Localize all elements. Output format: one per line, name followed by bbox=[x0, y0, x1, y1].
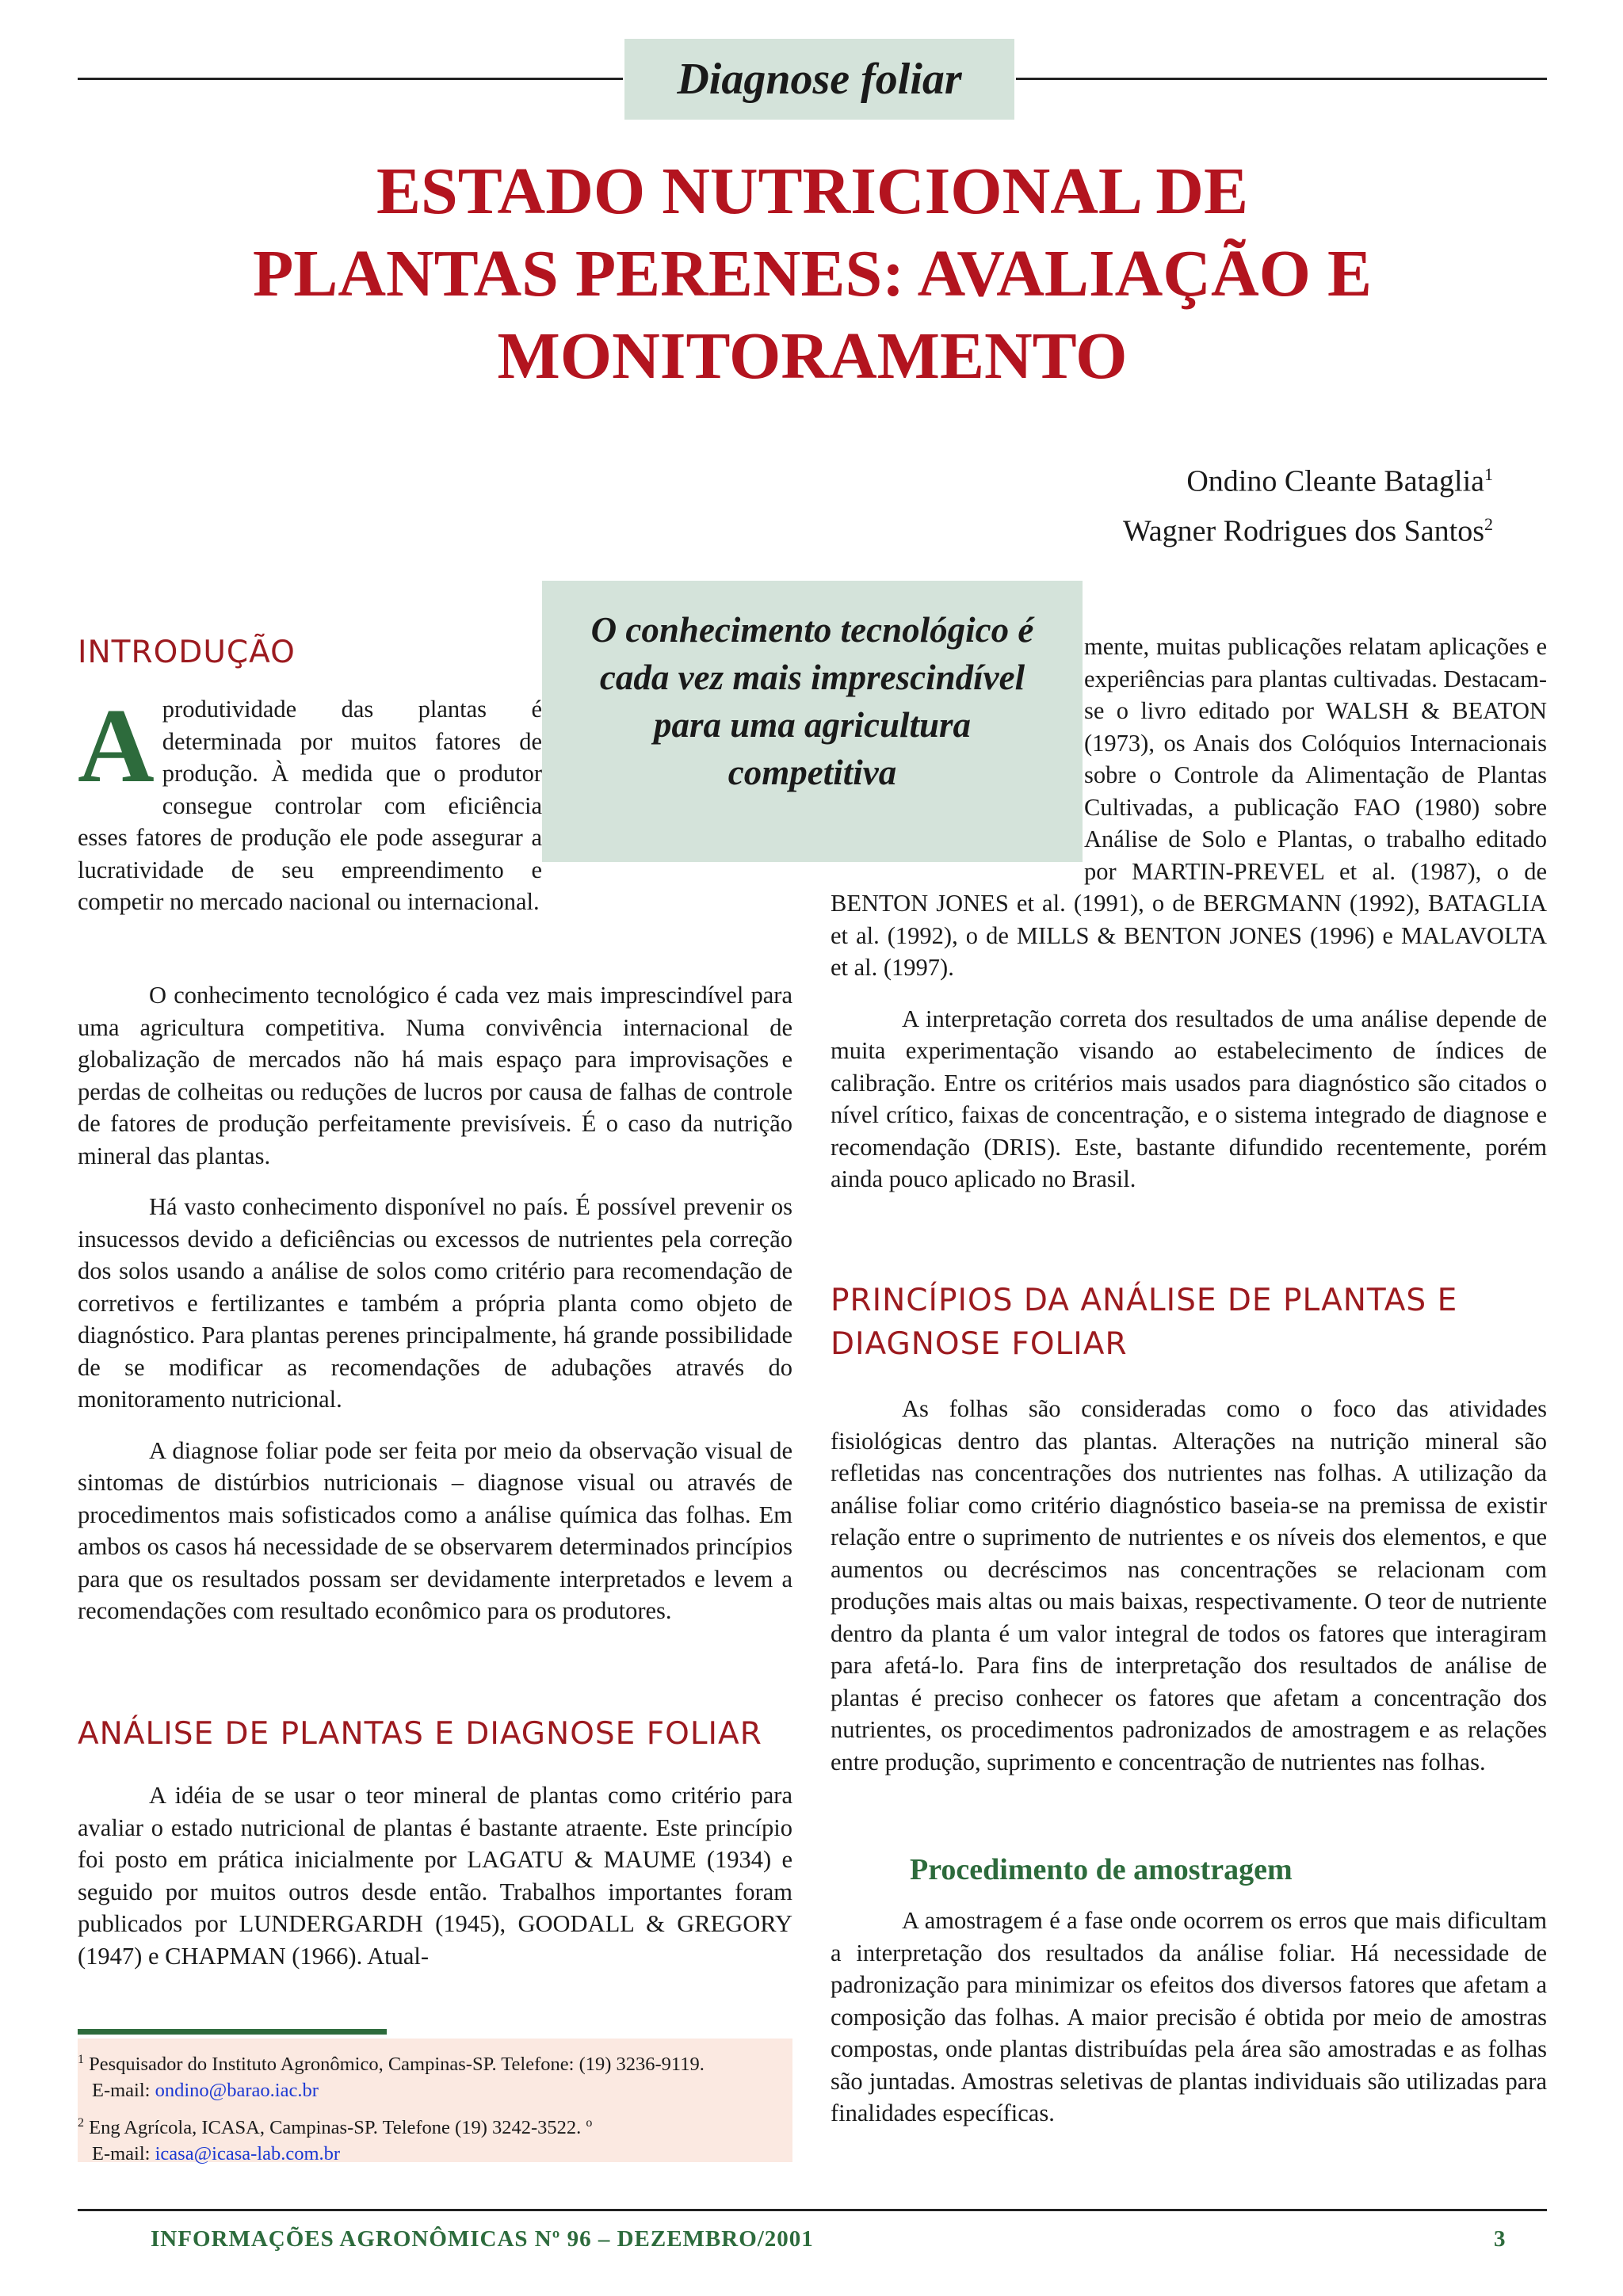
title-line-3: MONITORAMENTO bbox=[497, 319, 1128, 393]
title-line-1: ESTADO NUTRICIONAL DE bbox=[376, 154, 1248, 228]
page-number: 3 bbox=[1494, 2226, 1506, 2252]
footer-rule bbox=[78, 2209, 1547, 2211]
right-paragraph-2: A interpretação correta dos resultados de uma análise depende de muita experimentação visando ao estabelecimento de índices de calibração. Entre os critérios mais usados para diagnóstico são citados o nível crítico, faixas de concentração, e o sistema integrado de diagnose e recomendação (DRIS). Este, bastante difundido recentemente, porém ainda pouco aplicado no Brasil. bbox=[831, 1005, 1547, 1192]
author-list bbox=[1123, 453, 1493, 552]
section-label: Diagnose foliar bbox=[624, 39, 1014, 120]
amostragem-text bbox=[831, 1905, 1547, 2130]
intro-text bbox=[78, 687, 542, 918]
title-line-2: PLANTAS PERENES: AVALIAÇÃO E bbox=[252, 237, 1372, 311]
pull-quote: O conhecimento tecnológico é cada vez mais imprescindível para uma agricultura competitiva bbox=[542, 581, 1083, 862]
page-title bbox=[71, 151, 1553, 398]
header-rule-right bbox=[1016, 78, 1547, 80]
heading-analise: ANÁLISE DE PLANTAS E DIAGNOSE FOLIAR bbox=[78, 1716, 762, 1752]
heading-amostragem: Procedimento de amostragem bbox=[910, 1853, 1293, 1886]
drop-cap: A bbox=[78, 687, 155, 804]
amostragem-paragraph-1: A amostragem é a fase onde ocorrem os erros que mais dificultam a interpretação dos resultados da análise foliar. Há necessidade de padronização para minimizar os efeitos dos diversos fatores que afetam a composição das folhas. A maior precisão é obtida por meio de amostras compostas, onde plantas distribuídas pela área são amostradas e as folhas são juntadas. Amostras seletivas de plantas individuais são utilizadas para finalidades específicas. bbox=[831, 1907, 1547, 2126]
analise-text bbox=[78, 1779, 792, 1972]
intro-paragraph-1: Aprodutividade das plantas é determinada por muitos fatores de produção. À medida que o produtor consegue controlar com eficiência esses fatores de produção ele pode assegurar a lucratividade de seu empreendimento e competir no mercado nacional ou internacional. bbox=[78, 687, 542, 915]
email-link-1[interactable]: ondino@barao.iac.br bbox=[155, 2080, 319, 2102]
email-link-2[interactable]: icasa@icasa-lab.com.br bbox=[155, 2143, 341, 2165]
heading-principios: PRINCÍPIOS DA ANÁLISE DE PLANTAS E DIAGNOSE FOLIAR bbox=[831, 1283, 1458, 1362]
principios-text bbox=[831, 1393, 1547, 1778]
intro-paragraph-3: Há vasto conhecimento disponível no país. É possível prevenir os insucessos devido a deficiências ou excessos de nutrientes pela correção dos solos usando a análise de solos como critério para recomendação de corretivos e fertilizantes e também a própria planta como objeto de diagnóstico. Para plantas perenes principalmente, há grande possibilidade de se modificar as recomendações de adubações através do monitoramento nutricional. bbox=[78, 1193, 792, 1413]
right-column-top bbox=[831, 631, 1547, 1196]
footnotes bbox=[78, 2039, 792, 2165]
principios-paragraph-1: As folhas são consideradas como o foco das atividades fisiológicas dentro das plantas. Alterações na nutrição mineral são refletidas nas concentrações dos nutrientes nas folhas. A utilização da análise foliar como critério diagnóstico baseia-se na premissa de existir relação entre o suprimento de nutrientes e os níveis dos elementos, e que aumentos ou decréscimos nas concentrações se relacionam com produções mais altas ou mais baixas, respectivamente. O teor de nutriente dentro da planta é um valor integral de todos os fatores que interagiram para afetá-lo. Para fins de interpretação dos resultados de análise de plantas é preciso conhecer os fatores que afetam a concentração dos nutrientes, os procedimentos padronizados de amostragem e as relações entre produção, suprimento e concentração de nutrientes nas folhas. bbox=[831, 1395, 1547, 1775]
pull-quote-spacer bbox=[831, 631, 1084, 883]
right-paragraph-1: mente, muitas publicações relatam aplicações e experiências para plantas cultivadas. Destacam-se o livro editado por WALSH & BEATON (1973), os Anais dos Colóquios Internacionais sobre o Controle da Alimentação de Plantas Cultivadas, a publicação FAO (1980) sobre Análise de Solo e Plantas, o trabalho editado por MARTIN-PREVEL et al. (1987), o de BENTON JONES et al. (1991), o de BERGMANN (1992), BATAGLIA et al. (1992), o de MILLS & BENTON JONES (1996) e MALAVOLTA et al. (1997). bbox=[831, 631, 1547, 984]
heading-introducao: INTRODUÇÃO bbox=[78, 635, 296, 670]
author-1: Ondino Cleante Bataglia$^1$ bbox=[1186, 464, 1493, 498]
intro-paragraph-4: A diagnose foliar pode ser feita por meio da observação visual de sintomas de distúrbios nutricionais – diagnose visual ou através de procedimentos mais sofisticados como a análise química das folhas. Em ambos os casos há necessidade de se observarem determinados princípios para que os resultados possam ser devidamente interpretados e levem a recomendações com resultado econômico para os produtores. bbox=[78, 1436, 792, 1624]
intro-paragraph-2: O conhecimento tecnológico é cada vez mais imprescindível para uma agricultura competitiva. Numa convivência internacional de globalização de mercados não há mais espaço para improvisações e perdas de colheitas ou reduções de lucros por causa de falhas de controle de fatores de produção perfeitamente previsíveis. É o caso da nutrição mineral das plantas. bbox=[78, 982, 792, 1169]
left-column bbox=[78, 960, 792, 1627]
footnote-rule bbox=[78, 2029, 387, 2035]
header-rule-left bbox=[78, 78, 623, 80]
footnote-2: $^2$ Eng Agrícola, ICASA, Campinas-SP. Telefone (19) 3242-3522. $^o$ E-mail: icasa@icasa-lab.com.br bbox=[78, 2116, 593, 2165]
analise-paragraph-1: A idéia de se usar o teor mineral de plantas como critério para avaliar o estado nutricional de plantas é bastante atraente. Este princípio foi posto em prática inicialmente por LAGATU & MAUME (1934) e seguido por muitos outros desde então. Trabalhos importantes foram publicados por LUNDERGARDH (1945), GOODALL & GREGORY (1947) e CHAPMAN (1966). Atual- bbox=[78, 1782, 792, 1970]
author-2: Wagner Rodrigues dos Santos$^2$ bbox=[1122, 513, 1493, 548]
journal-footer: INFORMAÇÕES AGRONÔMICAS Nº 96 – DEZEMBRO/2001 bbox=[151, 2226, 814, 2252]
footnote-1: $^1$ Pesquisador do Instituto Agronômico, Campinas-SP. Telefone: (19) 3236-9119. E-mail: ondino@barao.iac.br bbox=[78, 2053, 705, 2102]
